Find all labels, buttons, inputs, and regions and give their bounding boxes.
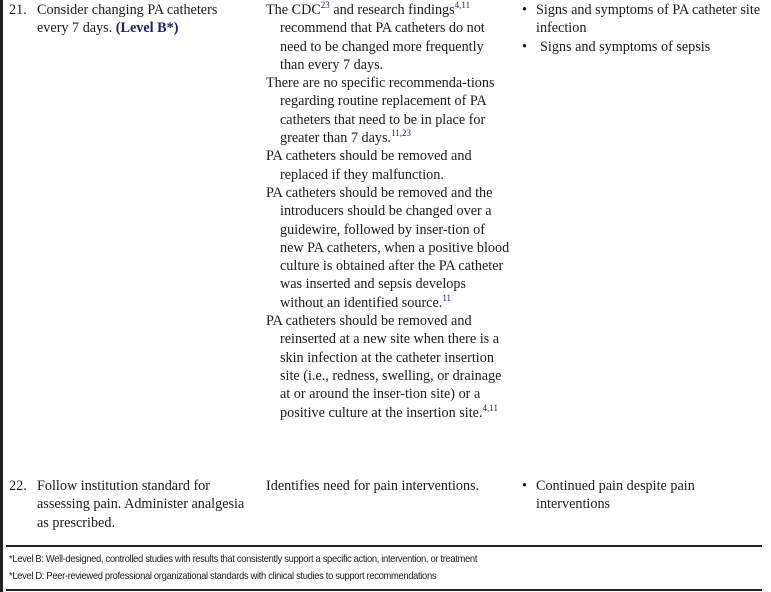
rationale-paragraph: The CDC$^{23}$ and research findings$^{4,11}$ recommend that PA catheters do not need to be changed more frequently than every 7 days. (266, 0, 485, 73)
action-text: every 7 days. (37, 20, 113, 37)
report-item: • Continued pain despite pain interventions (522, 478, 695, 513)
action-text: Consider changing PA catheters (37, 2, 218, 18)
bullet-icon: • (522, 38, 527, 55)
row-22-report (522, 477, 762, 514)
report-item: • Signs and symptoms of PA catheter site infection (522, 2, 761, 37)
footnote-divider-top (6, 545, 762, 547)
rationale-paragraph: PA catheters should be removed and reinserted at a new site when there is a skin infection at the catheter insertion site (i.e., redness, swelling, or drainage at or around the inser-tion site) or a positive culture at the insertion site.$^{4,11}$ (266, 313, 502, 421)
rationale-paragraph: There are no specific recommenda-tions regarding routine replacement of PA catheters that need to be in place for greater than 7 days.$^{11,23}$ (266, 75, 495, 147)
row-21-action (9, 1, 259, 38)
row-21-rationale (266, 1, 510, 422)
bullet-icon: • (522, 478, 527, 494)
evidence-level: (Level B*) (115, 20, 179, 37)
row-22-rationale: Identifies need for pain interventions. (266, 478, 480, 494)
rationale-paragraph: PA catheters should be removed and the introducers should be changed over a guidewire, followed by inser-tion of new PA catheters, when a positive blood culture is obtained after the PA catheter was inserted and sepsis develops without an identified source.$^{11}$ (266, 184, 510, 311)
bullet-icon: • (522, 2, 527, 18)
row-21-report (522, 1, 768, 56)
footnote-level-b: *Level B: Well-designed, controlled studies with results that consistently support a specific action, intervention, or treatment (9, 554, 478, 565)
action-text: Follow institution standard for assessing pain. Administer analgesia as prescribed. (37, 478, 245, 531)
footnote-divider-bottom (6, 589, 762, 591)
report-item: • Signs and symptoms of sepsis (522, 38, 711, 55)
footnote-level-d: *Level D: Peer-reviewed professional organizational standards with clinical studies to support recommendations (9, 571, 437, 582)
row-number: 22. (9, 478, 27, 494)
row-22-action (9, 477, 249, 532)
page-edge-bar (0, 0, 3, 592)
row-number: 21. (9, 2, 27, 18)
rationale-paragraph: PA catheters should be removed and replaced if they malfunction. (266, 148, 472, 183)
